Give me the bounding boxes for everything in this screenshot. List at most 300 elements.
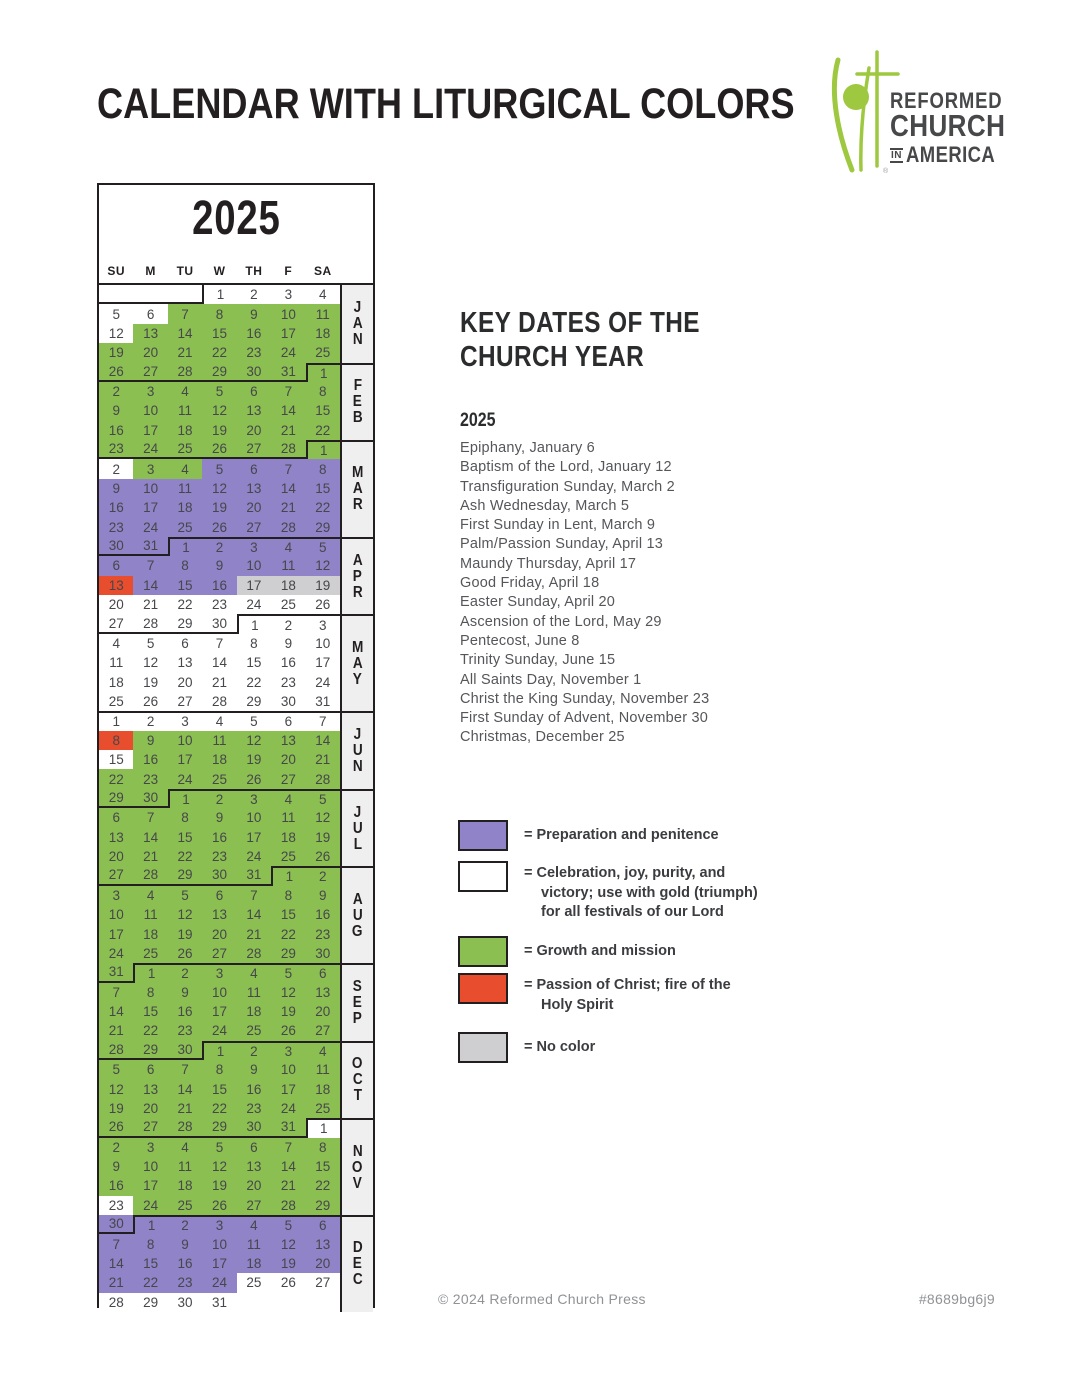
day-cell <box>306 1293 340 1312</box>
day-cell: 23 <box>168 1021 202 1040</box>
day-cell: 13 <box>99 828 133 847</box>
day-cell: 20 <box>99 595 133 614</box>
day-cell: 10 <box>237 808 271 827</box>
day-cell: 11 <box>237 983 271 1002</box>
day-cell: 12 <box>133 653 167 672</box>
day-cell <box>237 1293 271 1312</box>
day-cell: 20 <box>168 673 202 692</box>
logo-line-reformed: REFORMED <box>890 88 1003 113</box>
day-cell: 5 <box>99 304 133 323</box>
day-cell: 23 <box>202 595 236 614</box>
day-cell: 13 <box>306 1234 340 1253</box>
day-cell: 28 <box>202 692 236 711</box>
day-cell: 23 <box>99 1196 133 1215</box>
day-cell: 8 <box>271 886 305 905</box>
day-cell: 8 <box>306 382 340 401</box>
logo-line-in: IN <box>891 149 902 161</box>
day-cell: 30 <box>99 1215 133 1234</box>
day-cell: 24 <box>306 673 340 692</box>
day-cell: 1 <box>202 285 236 304</box>
day-cell: 31 <box>99 963 133 982</box>
day-cell: 19 <box>306 828 340 847</box>
day-cell: 2 <box>202 537 236 556</box>
day-cell: 21 <box>202 673 236 692</box>
day-cell: 19 <box>168 924 202 943</box>
day-cell: 1 <box>133 1215 167 1234</box>
day-cell: 11 <box>99 653 133 672</box>
day-cell: 27 <box>168 692 202 711</box>
day-cell: 9 <box>202 556 236 575</box>
day-cell: 3 <box>271 1041 305 1060</box>
key-date-item: All Saints Day, November 1 <box>460 671 642 688</box>
day-cell: 4 <box>306 1041 340 1060</box>
day-cell: 8 <box>306 459 340 478</box>
day-cell: 19 <box>202 498 236 517</box>
day-cell: 31 <box>237 866 271 885</box>
day-cell: 3 <box>306 614 340 633</box>
day-cell: 25 <box>133 944 167 963</box>
day-cell: 7 <box>237 886 271 905</box>
day-cell: 5 <box>99 1060 133 1079</box>
day-cell: 31 <box>202 1293 236 1312</box>
day-cell: 9 <box>237 1060 271 1079</box>
day-cell: 29 <box>133 1293 167 1312</box>
day-cell: 5 <box>168 886 202 905</box>
day-cell: 18 <box>168 421 202 440</box>
day-cell: 16 <box>237 324 271 343</box>
day-cell: 28 <box>306 769 340 788</box>
day-cell: 30 <box>237 363 271 382</box>
key-date-item: Pentecost, June 8 <box>460 632 580 649</box>
key-dates-year: 2025 <box>460 410 496 431</box>
day-cell: 7 <box>99 983 133 1002</box>
day-cell: 7 <box>99 1234 133 1253</box>
day-cell: 2 <box>99 382 133 401</box>
day-cell: 20 <box>237 498 271 517</box>
day-cell: 20 <box>306 1254 340 1273</box>
day-cell: 19 <box>99 1099 133 1118</box>
logo-line-america: AMERICA <box>906 142 996 167</box>
month-label-dec: D E C <box>342 1215 373 1312</box>
day-cell: 7 <box>271 382 305 401</box>
day-cell: 9 <box>133 731 167 750</box>
key-date-item: Epiphany, January 6 <box>460 440 595 456</box>
key-dates-heading <box>460 306 746 374</box>
day-cell: 28 <box>168 363 202 382</box>
day-cell: 25 <box>237 1021 271 1040</box>
key-dates-heading-line: CHURCH YEAR <box>460 341 645 373</box>
day-cell: 24 <box>271 1099 305 1118</box>
legend-item <box>458 973 731 1015</box>
day-cell: 16 <box>306 905 340 924</box>
day-cell: 21 <box>133 847 167 866</box>
rca-logo <box>810 46 1005 176</box>
month-label-jul: J U L <box>342 789 373 867</box>
day-cell: 19 <box>271 1254 305 1273</box>
day-cell: 11 <box>237 1234 271 1253</box>
day-cell: 3 <box>168 711 202 730</box>
day-cell: 5 <box>271 963 305 982</box>
day-cell: 8 <box>306 1138 340 1157</box>
day-cell: 1 <box>306 363 340 382</box>
day-cell: 13 <box>99 576 133 595</box>
day-cell: 7 <box>271 1138 305 1157</box>
day-cell: 19 <box>202 421 236 440</box>
day-cell: 23 <box>237 1099 271 1118</box>
day-cell: 8 <box>168 808 202 827</box>
day-cell: 7 <box>133 808 167 827</box>
day-cell: 8 <box>99 731 133 750</box>
day-cell: 25 <box>271 595 305 614</box>
day-cell: 20 <box>133 1099 167 1118</box>
day-cell: 13 <box>237 401 271 420</box>
day-cell: 18 <box>237 1254 271 1273</box>
day-cell: 12 <box>99 1079 133 1098</box>
day-cell: 1 <box>99 711 133 730</box>
month-label-feb: F E B <box>342 363 373 441</box>
day-cell: 25 <box>202 769 236 788</box>
day-cell: 12 <box>202 401 236 420</box>
day-cell: 30 <box>271 692 305 711</box>
day-cell: 4 <box>99 634 133 653</box>
day-cell: 25 <box>306 343 340 362</box>
day-cell: 18 <box>271 576 305 595</box>
day-cell: 8 <box>202 1060 236 1079</box>
day-cell: 26 <box>306 595 340 614</box>
day-cell: 7 <box>168 304 202 323</box>
day-cell: 23 <box>237 343 271 362</box>
day-cell: 27 <box>237 518 271 537</box>
day-cell: 4 <box>271 789 305 808</box>
day-cell: 25 <box>99 692 133 711</box>
legend-label: = Growth and mission <box>524 942 676 959</box>
day-cell: 16 <box>168 1254 202 1273</box>
day-cell: 3 <box>99 886 133 905</box>
day-cell: 7 <box>271 459 305 478</box>
day-cell: 10 <box>202 1234 236 1253</box>
day-cell: 7 <box>133 556 167 575</box>
day-cell: 30 <box>306 944 340 963</box>
day-cell: 30 <box>168 1041 202 1060</box>
day-cell: 21 <box>271 1176 305 1195</box>
day-cell: 22 <box>306 421 340 440</box>
day-cell: 5 <box>306 789 340 808</box>
day-cell: 19 <box>306 576 340 595</box>
legend-label: = Passion of Christ; fire of the Holy Spirit <box>524 977 731 1013</box>
day-cell: 29 <box>306 1196 340 1215</box>
day-cell: 19 <box>133 673 167 692</box>
day-cell: 15 <box>99 750 133 769</box>
day-cell: 1 <box>133 963 167 982</box>
day-cell: 9 <box>271 634 305 653</box>
legend-label: = No color <box>524 1038 596 1055</box>
key-date-item: Maundy Thursday, April 17 <box>460 555 637 572</box>
day-cell: 6 <box>133 1060 167 1079</box>
day-cell: 27 <box>99 866 133 885</box>
day-cell: 4 <box>202 711 236 730</box>
logo-figure-right-arm <box>861 68 869 170</box>
day-cell: 28 <box>99 1041 133 1060</box>
day-cell: 26 <box>202 518 236 537</box>
day-cell: 22 <box>133 1021 167 1040</box>
day-cell: 17 <box>133 1176 167 1195</box>
day-cell: 15 <box>202 324 236 343</box>
day-cell: 24 <box>99 944 133 963</box>
day-cell: 12 <box>237 731 271 750</box>
day-cell: 19 <box>202 1176 236 1195</box>
day-cell: 2 <box>133 711 167 730</box>
day-cell: 26 <box>306 847 340 866</box>
day-cell: 17 <box>237 576 271 595</box>
day-cell: 3 <box>133 459 167 478</box>
key-date-item: Christ the King Sunday, November 23 <box>460 690 710 707</box>
day-header: M <box>145 264 156 278</box>
day-cell: 14 <box>99 1002 133 1021</box>
day-cell: 29 <box>133 1041 167 1060</box>
day-cell: 1 <box>237 614 271 633</box>
day-cell: 15 <box>237 653 271 672</box>
day-cell: 16 <box>237 1079 271 1098</box>
day-cell: 27 <box>237 440 271 459</box>
day-cell: 12 <box>99 324 133 343</box>
day-cell: 15 <box>133 1254 167 1273</box>
day-cell: 2 <box>237 1041 271 1060</box>
day-cell: 26 <box>271 1021 305 1040</box>
day-cell: 22 <box>202 1099 236 1118</box>
day-cell: 16 <box>99 421 133 440</box>
day-cell: 3 <box>202 963 236 982</box>
day-cell: 28 <box>271 518 305 537</box>
day-cell: 4 <box>271 537 305 556</box>
day-cell: 26 <box>133 692 167 711</box>
day-cell: 12 <box>306 556 340 575</box>
day-cell: 31 <box>271 1118 305 1137</box>
day-cell: 1 <box>306 1118 340 1137</box>
day-cell: 6 <box>271 711 305 730</box>
day-cell: 1 <box>271 866 305 885</box>
day-header: F <box>284 264 293 278</box>
day-cell: 24 <box>271 343 305 362</box>
day-cell: 25 <box>271 847 305 866</box>
day-cell: 22 <box>306 1176 340 1195</box>
day-cell: 15 <box>168 828 202 847</box>
day-cell: 27 <box>133 1118 167 1137</box>
day-cell: 27 <box>306 1021 340 1040</box>
key-dates-panel <box>460 306 746 748</box>
day-cell: 19 <box>237 750 271 769</box>
logo-figure-left-arm <box>834 60 852 170</box>
day-cell: 21 <box>133 595 167 614</box>
day-cell: 29 <box>99 789 133 808</box>
day-header: TH <box>245 264 263 278</box>
month-label-may: M A Y <box>342 614 373 711</box>
day-cell: 20 <box>99 847 133 866</box>
day-cell: 15 <box>306 479 340 498</box>
day-cell: 15 <box>306 1157 340 1176</box>
day-cell: 5 <box>202 459 236 478</box>
month-label-mar: M A R <box>342 440 373 537</box>
day-cell: 20 <box>202 924 236 943</box>
day-cell: 19 <box>271 1002 305 1021</box>
day-cell: 19 <box>99 343 133 362</box>
day-cell: 17 <box>99 924 133 943</box>
day-cell: 4 <box>168 459 202 478</box>
day-cell: 18 <box>306 1079 340 1098</box>
legend-label: = Celebration, joy, purity, and victory; use with gold (triumph) for all festivals of our Lord <box>524 865 758 920</box>
calendar-header <box>99 191 373 285</box>
day-cell: 14 <box>271 401 305 420</box>
day-cell: 27 <box>237 1196 271 1215</box>
day-cell: 13 <box>237 1157 271 1176</box>
day-cell: 4 <box>168 1138 202 1157</box>
legend-label: = Preparation and penitence <box>524 826 719 843</box>
day-cell: 30 <box>237 1118 271 1137</box>
day-cell: 21 <box>168 343 202 362</box>
day-cell: 2 <box>99 1138 133 1157</box>
day-cell: 28 <box>271 440 305 459</box>
day-cell: 24 <box>133 1196 167 1215</box>
day-cell: 2 <box>202 789 236 808</box>
day-cell: 12 <box>202 479 236 498</box>
day-cell: 20 <box>306 1002 340 1021</box>
key-date-item: First Sunday of Advent, November 30 <box>460 710 708 727</box>
day-cell: 28 <box>271 1196 305 1215</box>
day-cell: 9 <box>306 886 340 905</box>
day-cell: 5 <box>306 537 340 556</box>
day-cell <box>99 285 133 304</box>
day-cell: 14 <box>271 479 305 498</box>
day-cell: 5 <box>202 1138 236 1157</box>
day-cell: 17 <box>237 828 271 847</box>
day-cell: 29 <box>306 518 340 537</box>
month-label-column <box>340 285 373 1312</box>
day-cell <box>133 285 167 304</box>
day-cell: 1 <box>306 440 340 459</box>
logo-text <box>890 90 1027 168</box>
day-cell: 30 <box>202 614 236 633</box>
day-cell: 24 <box>237 847 271 866</box>
day-cell: 30 <box>99 537 133 556</box>
footer-code: #8689bg6j9 <box>918 1291 995 1307</box>
day-cell: 14 <box>133 576 167 595</box>
legend-swatch <box>458 973 508 1004</box>
day-cell: 18 <box>202 750 236 769</box>
day-cell: 18 <box>306 324 340 343</box>
month-label-jun: J U N <box>342 711 373 789</box>
day-cell: 10 <box>99 905 133 924</box>
liturgical-calendar <box>97 183 375 1308</box>
day-cell: 11 <box>168 401 202 420</box>
day-cell: 11 <box>202 731 236 750</box>
day-cell: 17 <box>133 498 167 517</box>
day-cell: 10 <box>271 304 305 323</box>
day-header: SA <box>313 264 332 278</box>
legend-item <box>458 1032 595 1063</box>
day-cell: 10 <box>133 479 167 498</box>
day-cell: 1 <box>168 537 202 556</box>
day-cell: 14 <box>306 731 340 750</box>
day-cell: 4 <box>306 285 340 304</box>
key-date-item: Good Friday, April 18 <box>460 575 600 592</box>
month-label-aug: A U G <box>342 866 373 963</box>
day-cell: 13 <box>133 1079 167 1098</box>
day-cell: 11 <box>306 304 340 323</box>
day-cell: 29 <box>237 692 271 711</box>
day-cell: 6 <box>306 1215 340 1234</box>
day-cell: 24 <box>168 769 202 788</box>
day-cell: 13 <box>237 479 271 498</box>
day-cell: 17 <box>306 653 340 672</box>
day-cell: 23 <box>306 924 340 943</box>
day-cell: 7 <box>202 634 236 653</box>
page-title: CALENDAR WITH LITURGICAL COLORS <box>97 80 795 128</box>
day-cell: 22 <box>271 924 305 943</box>
day-cell: 17 <box>168 750 202 769</box>
day-cell: 16 <box>202 828 236 847</box>
day-cell: 9 <box>99 401 133 420</box>
day-cell: 8 <box>168 556 202 575</box>
day-cell: 21 <box>99 1273 133 1292</box>
day-cell: 2 <box>168 963 202 982</box>
day-cell: 9 <box>168 983 202 1002</box>
day-cell: 10 <box>271 1060 305 1079</box>
day-cell: 16 <box>99 1176 133 1195</box>
day-cell: 18 <box>168 498 202 517</box>
day-cell: 7 <box>306 711 340 730</box>
day-cell: 12 <box>168 905 202 924</box>
day-cell: 25 <box>168 1196 202 1215</box>
day-cell: 24 <box>133 518 167 537</box>
footer-copyright: © 2024 Reformed Church Press <box>438 1291 646 1307</box>
day-cell: 29 <box>202 1118 236 1137</box>
day-cell: 10 <box>168 731 202 750</box>
day-cell: 10 <box>202 983 236 1002</box>
day-cell: 9 <box>99 1157 133 1176</box>
day-cell: 15 <box>271 905 305 924</box>
day-cell: 24 <box>202 1273 236 1292</box>
day-cell: 31 <box>306 692 340 711</box>
day-cell: 10 <box>306 634 340 653</box>
day-cell: 4 <box>133 886 167 905</box>
legend-swatch <box>458 861 508 892</box>
day-cell: 10 <box>133 401 167 420</box>
day-cell: 17 <box>202 1002 236 1021</box>
day-cell: 7 <box>168 1060 202 1079</box>
day-cell: 9 <box>202 808 236 827</box>
day-cell: 2 <box>271 614 305 633</box>
day-cell: 23 <box>99 440 133 459</box>
day-cell: 2 <box>168 1215 202 1234</box>
day-cell: 14 <box>168 324 202 343</box>
day-cell: 30 <box>133 789 167 808</box>
day-cell: 3 <box>237 537 271 556</box>
day-cell: 2 <box>99 459 133 478</box>
day-cell: 11 <box>271 808 305 827</box>
day-cell: 6 <box>168 634 202 653</box>
day-cell: 25 <box>306 1099 340 1118</box>
day-cell: 14 <box>133 828 167 847</box>
day-cell: 14 <box>271 1157 305 1176</box>
day-cell: 14 <box>168 1079 202 1098</box>
day-cell: 21 <box>271 421 305 440</box>
day-cell: 12 <box>306 808 340 827</box>
day-cell: 26 <box>202 1196 236 1215</box>
day-cell: 2 <box>237 285 271 304</box>
key-dates-heading-line: KEY DATES OF THE <box>460 307 700 339</box>
day-cell: 6 <box>99 556 133 575</box>
day-cell: 8 <box>133 1234 167 1253</box>
day-cell: 22 <box>168 595 202 614</box>
